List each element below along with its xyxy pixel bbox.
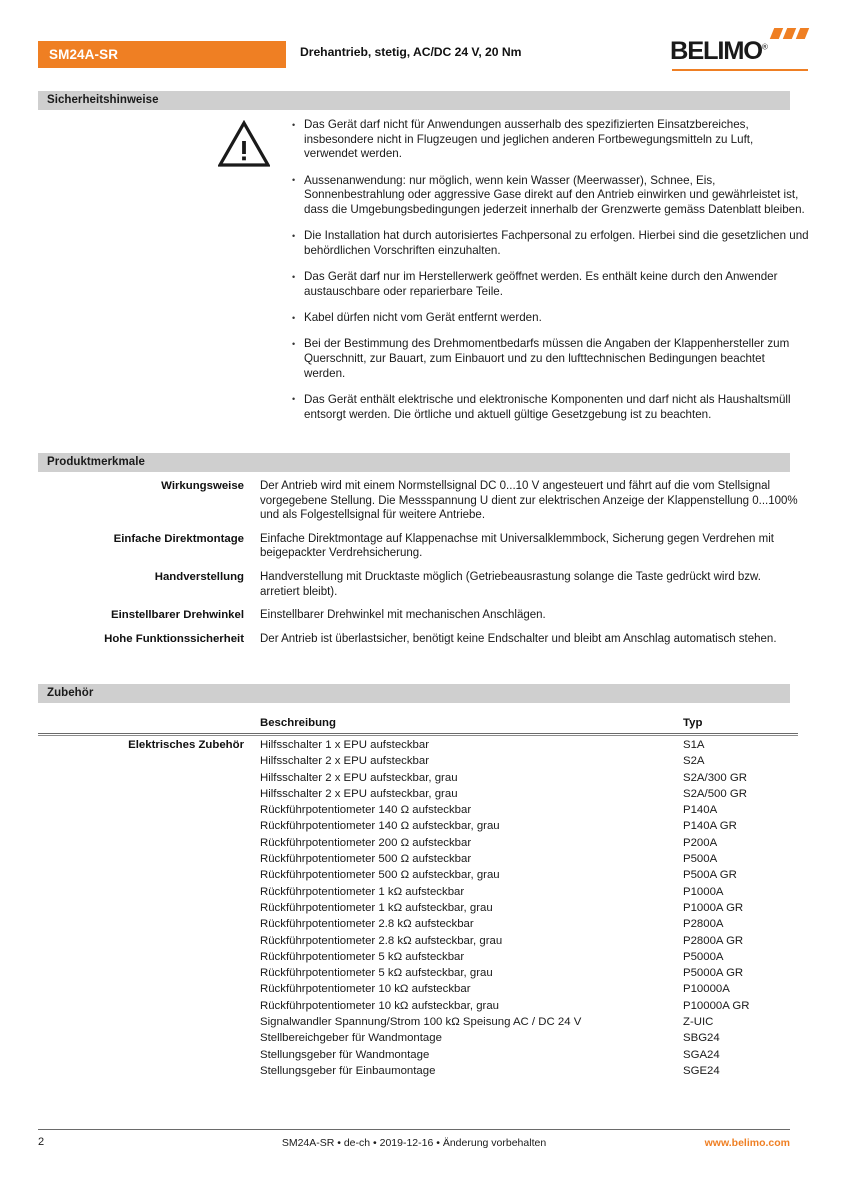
feature-row <box>38 570 798 599</box>
table-row <box>38 884 798 900</box>
logo-underline <box>672 69 808 71</box>
row-label-spacer <box>38 900 260 916</box>
section-header-accessories-label: Zubehör <box>47 687 94 699</box>
cell-description: Rückführpotentiometer 1 kΩ aufsteckbar, grau <box>260 901 493 914</box>
cell-type: P2800A GR <box>683 934 744 947</box>
cell-type: P140A GR <box>683 820 737 833</box>
safety-bullet: • Die Installation hat durch autorisiertes Fachpersonal zu erfolgen. Hierbei sind die gesetzlichen und behördlichen Vorschriften einzuhalten. <box>291 229 809 258</box>
row-label-spacer <box>38 933 260 949</box>
row-label-spacer <box>38 867 260 883</box>
table-row <box>38 818 798 834</box>
table-row <box>38 835 798 851</box>
accessories-section <box>38 716 798 1079</box>
column-header-description: Beschreibung <box>260 717 336 729</box>
safety-bullet: • Das Gerät enthält elektrische und elektronische Komponenten und darf nicht als Haushaltsmüll entsorgt werden. Die örtliche und aktuell gültige Gesetzgebung ist zu beachten. <box>291 393 809 422</box>
cell-type: SBG24 <box>683 1032 720 1045</box>
cell-type: P5000A <box>683 950 724 963</box>
cell-type: P5000A GR <box>683 967 744 980</box>
row-label-spacer <box>38 835 260 851</box>
cell-type: S2A/500 GR <box>683 787 747 800</box>
row-label-spacer <box>38 1047 260 1063</box>
section-header-safety-label: Sicherheitshinweise <box>47 94 159 106</box>
feature-label: Hohe Funktionssicherheit <box>104 632 244 645</box>
logo-text: BELIMO <box>670 37 762 65</box>
cell-type: S2A <box>683 755 705 768</box>
cell-type: P10000A <box>683 983 730 996</box>
row-label-spacer <box>38 753 260 769</box>
row-label-spacer <box>38 786 260 802</box>
cell-description: Stellungsgeber für Wandmontage <box>260 1048 430 1061</box>
cell-description: Rückführpotentiometer 500 Ω aufsteckbar, grau <box>260 869 500 882</box>
row-label-spacer <box>38 1063 260 1079</box>
table-row <box>38 1063 798 1079</box>
table-row <box>38 1047 798 1063</box>
footer-website-link[interactable]: www.belimo.com <box>704 1137 790 1149</box>
safety-bullet-list <box>291 118 809 434</box>
warning-triangle-icon <box>218 120 270 168</box>
table-row <box>38 770 798 786</box>
table-row <box>38 737 798 753</box>
row-label-spacer <box>38 802 260 818</box>
cell-description: Hilfsschalter 2 x EPU aufsteckbar, grau <box>260 771 458 784</box>
logo-wordmark <box>670 37 768 66</box>
feature-row <box>38 479 798 523</box>
table-row <box>38 867 798 883</box>
feature-row <box>38 608 798 623</box>
row-label-spacer <box>38 916 260 932</box>
row-label-spacer <box>38 884 260 900</box>
row-label-spacer <box>38 770 260 786</box>
cell-description: Rückführpotentiometer 1 kΩ aufsteckbar <box>260 885 465 898</box>
cell-description: Rückführpotentiometer 500 Ω aufsteckbar <box>260 853 472 866</box>
page-number: 2 <box>38 1136 45 1148</box>
cell-type: P2800A <box>683 918 724 931</box>
cell-type: P500A <box>683 853 718 866</box>
feature-value: Einfache Direktmontage auf Klappenachse mit Universalklemmbock, Sicherung gegen Verdrehen mit beigepackter Verdrehsicherung. <box>260 532 774 560</box>
table-row <box>38 851 798 867</box>
cell-description: Hilfsschalter 1 x EPU aufsteckbar <box>260 739 430 751</box>
cell-description: Rückführpotentiometer 140 Ω aufsteckbar, grau <box>260 820 500 833</box>
feature-value: Einstellbarer Drehwinkel mit mechanischen Anschlägen. <box>260 609 546 622</box>
table-row <box>38 802 798 818</box>
table-row <box>38 1030 798 1046</box>
cell-description: Rückführpotentiometer 2.8 kΩ aufsteckbar <box>260 918 474 931</box>
cell-description: Rückführpotentiometer 200 Ω aufsteckbar <box>260 836 472 849</box>
cell-type: P1000A GR <box>683 901 744 914</box>
cell-description: Hilfsschalter 2 x EPU aufsteckbar, grau <box>260 787 458 800</box>
row-label-spacer <box>38 1030 260 1046</box>
section-header-accessories <box>38 684 790 703</box>
safety-bullet: • Aussenanwendung: nur möglich, wenn kein Wasser (Meerwasser), Schnee, Eis, Sonnenbestrahlung oder aggressive Gase direkt auf den Antrieb einwirken und gewährleistet ist, dass die Umgebungsbedingungen jederzeit innerhalb der Grenzwerte gemäss Datenblatt bleiben. <box>291 174 809 218</box>
accessories-group-label: Elektrisches Zubehör <box>128 739 244 751</box>
cell-description: Rückführpotentiometer 2.8 kΩ aufsteckbar, grau <box>260 934 503 947</box>
belimo-logo <box>670 28 810 72</box>
cell-type: P10000A GR <box>683 999 750 1012</box>
cell-type: SGA24 <box>683 1048 720 1061</box>
footer-document-info: SM24A-SR • de-ch • 2019-12-16 • Änderung vorbehalten <box>281 1137 547 1149</box>
feature-label: Handverstellung <box>154 570 244 583</box>
page-footer <box>38 1129 790 1152</box>
table-row <box>38 1014 798 1030</box>
feature-row <box>38 632 798 647</box>
row-label-spacer <box>38 965 260 981</box>
table-row <box>38 900 798 916</box>
table-row <box>38 949 798 965</box>
table-row <box>38 981 798 997</box>
feature-label: Einfache Direktmontage <box>113 532 244 545</box>
row-label-spacer <box>38 818 260 834</box>
page-title: Drehantrieb, stetig, AC/DC 24 V, 20 Nm <box>300 45 522 59</box>
table-row <box>38 786 798 802</box>
cell-description: Rückführpotentiometer 5 kΩ aufsteckbar, grau <box>260 967 493 980</box>
cell-type: P500A GR <box>683 869 737 882</box>
safety-bullet: • Das Gerät darf nicht für Anwendungen ausserhalb des spezifizierten Einsatzbereiches, insbesondere nicht in Flugzeugen und jeglichen anderen Fortbewegungsmitteln zu Luft, verwendet werden. <box>291 118 809 162</box>
cell-type: P1000A <box>683 885 724 898</box>
section-header-features <box>38 453 790 472</box>
features-section <box>38 479 798 655</box>
safety-bullet: • Kabel dürfen nicht vom Gerät entfernt werden. <box>291 311 809 326</box>
page-header <box>38 28 810 84</box>
table-row <box>38 753 798 769</box>
cell-type: Z-UIC <box>683 1016 714 1029</box>
cell-description: Rückführpotentiometer 10 kΩ aufsteckbar <box>260 983 471 996</box>
product-code-badge: SM24A-SR <box>38 41 286 68</box>
table-row <box>38 916 798 932</box>
section-header-features-label: Produktmerkmale <box>47 456 145 468</box>
row-label-spacer <box>38 949 260 965</box>
safety-bullet: • Das Gerät darf nur im Herstellerwerk geöffnet werden. Es enthält keine durch den Anwender austauschbare oder reparierbare Teile. <box>291 270 809 299</box>
cell-description: Rückführpotentiometer 5 kΩ aufsteckbar <box>260 950 465 963</box>
registered-mark-icon: ® <box>761 42 768 52</box>
cell-description: Signalwandler Spannung/Strom 100 kΩ Speisung AC / DC 24 V <box>260 1016 582 1029</box>
table-row <box>38 933 798 949</box>
table-row <box>38 998 798 1014</box>
feature-label: Wirkungsweise <box>161 480 244 492</box>
row-label-spacer <box>38 998 260 1014</box>
table-row <box>38 965 798 981</box>
feature-value: Der Antrieb ist überlastsicher, benötigt keine Endschalter und bleibt am Anschlag automatisch stehen. <box>260 632 777 645</box>
row-label-spacer <box>38 981 260 997</box>
cell-type: P140A <box>683 804 718 817</box>
cell-type: SGE24 <box>683 1064 720 1077</box>
section-header-safety <box>38 91 790 110</box>
feature-value: Der Antrieb wird mit einem Normstellsignal DC 0...10 V angesteuert und fährt auf die vom Stellsignal vorgegebene Stellung. Die Messspannung U dient zur elektrischen Anzeige der Klappenstellung 0...100% und als Folgestellsignal für weitere Antriebe. <box>260 480 798 522</box>
row-label-spacer <box>38 851 260 867</box>
table-body <box>38 735 798 1079</box>
cell-type: S2A/300 GR <box>683 771 747 784</box>
feature-label: Einstellbarer Drehwinkel <box>111 609 244 622</box>
cell-type: S1A <box>683 739 705 751</box>
safety-bullet: • Bei der Bestimmung des Drehmomentbedarfs müssen die Angaben der Klappenhersteller zum Querschnitt, zur Bauart, zum Einbauort und zu den lufttechnischen Bedingungen beachtet werden. <box>291 337 809 381</box>
cell-description: Rückführpotentiometer 10 kΩ aufsteckbar, grau <box>260 999 499 1012</box>
row-label-spacer <box>38 1014 260 1030</box>
feature-row <box>38 532 798 561</box>
cell-type: P200A <box>683 836 718 849</box>
column-header-type: Typ <box>683 717 703 729</box>
accessories-table <box>38 716 798 1079</box>
cell-description: Stellbereichgeber für Wandmontage <box>260 1032 442 1045</box>
feature-value: Handverstellung mit Drucktaste möglich (Getriebeausrastung solange die Taste gedrückt wird bzw. arretiert bleibt). <box>260 570 761 598</box>
cell-description: Rückführpotentiometer 140 Ω aufsteckbar <box>260 804 472 817</box>
cell-description: Hilfsschalter 2 x EPU aufsteckbar <box>260 755 430 768</box>
logo-bars-icon <box>762 28 808 39</box>
table-header-spacer <box>38 716 260 731</box>
cell-description: Stellungsgeber für Einbaumontage <box>260 1064 436 1077</box>
table-header-row <box>38 716 798 734</box>
